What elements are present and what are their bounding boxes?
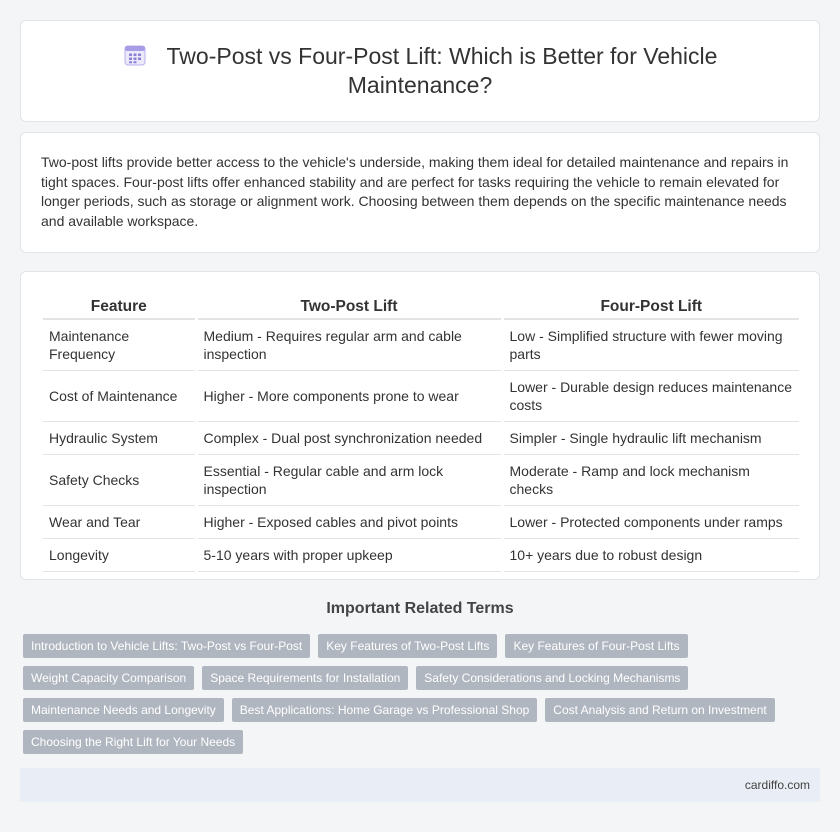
table-row bbox=[43, 422, 799, 455]
related-term-tag[interactable]: Key Features of Four-Post Lifts bbox=[505, 634, 687, 658]
table-row bbox=[43, 506, 799, 539]
related-term-tag[interactable]: Choosing the Right Lift for Your Needs bbox=[23, 730, 243, 754]
related-term-tag[interactable]: Key Features of Two-Post Lifts bbox=[318, 634, 497, 658]
related-terms-list bbox=[23, 634, 813, 762]
page-title: Two-Post vs Four-Post Lift: Which is Better for Vehicle Maintenance? bbox=[166, 43, 718, 98]
table-cell: 5-10 years with proper upkeep bbox=[196, 539, 502, 572]
table-cell: Essential - Regular cable and arm lock inspection bbox=[196, 455, 502, 506]
intro-text: Two-post lifts provide better access to the vehicle's underside, making them ideal for detailed maintenance and repairs in tight spaces. Four-post lifts offer enhanced stability and are perfect for tasks requiring the vehicle to remain elevated for longer periods, such as storage or alignment work. Choosing between them depends on the specific maintenance needs and available workspace. bbox=[41, 154, 789, 229]
table-row bbox=[43, 539, 799, 572]
table-cell: Maintenance Frequency bbox=[43, 319, 196, 371]
table-cell: Complex - Dual post synchronization needed bbox=[196, 422, 502, 455]
related-term-tag[interactable]: Cost Analysis and Return on Investment bbox=[545, 698, 774, 722]
related-term-tag[interactable]: Space Requirements for Installation bbox=[202, 666, 408, 690]
comparison-table-card bbox=[20, 271, 820, 580]
table-header-two-post: Two-Post Lift bbox=[196, 294, 502, 319]
table-row bbox=[43, 455, 799, 506]
table-cell: Wear and Tear bbox=[43, 506, 196, 539]
table-cell: Lower - Protected components under ramps bbox=[502, 506, 799, 539]
table-cell: Medium - Requires regular arm and cable inspection bbox=[196, 319, 502, 371]
footer bbox=[20, 768, 820, 802]
calendar-icon bbox=[123, 43, 147, 67]
table-cell: Lower - Durable design reduces maintenance costs bbox=[502, 371, 799, 422]
intro-card bbox=[20, 132, 820, 253]
table-cell: Longevity bbox=[43, 539, 196, 572]
related-term-tag[interactable]: Weight Capacity Comparison bbox=[23, 666, 194, 690]
table-cell: Higher - Exposed cables and pivot points bbox=[196, 506, 502, 539]
related-term-tag[interactable]: Maintenance Needs and Longevity bbox=[23, 698, 224, 722]
table-cell: Safety Checks bbox=[43, 455, 196, 506]
related-terms-heading: Important Related Terms bbox=[326, 600, 514, 617]
related-term-tag[interactable]: Introduction to Vehicle Lifts: Two-Post vs Four-Post bbox=[23, 634, 310, 658]
table-header-row bbox=[43, 294, 799, 319]
table-header-four-post: Four-Post Lift bbox=[502, 294, 799, 319]
table-header-feature: Feature bbox=[43, 294, 196, 319]
comparison-table bbox=[43, 294, 799, 572]
related-term-tag[interactable]: Best Applications: Home Garage vs Professional Shop bbox=[232, 698, 538, 722]
table-cell: Moderate - Ramp and lock mechanism checks bbox=[502, 455, 799, 506]
table-cell: Hydraulic System bbox=[43, 422, 196, 455]
table-cell: Cost of Maintenance bbox=[43, 371, 196, 422]
table-cell: Higher - More components prone to wear bbox=[196, 371, 502, 422]
table-cell: Low - Simplified structure with fewer moving parts bbox=[502, 319, 799, 371]
table-cell: Simpler - Single hydraulic lift mechanism bbox=[502, 422, 799, 455]
title-card bbox=[20, 20, 820, 122]
table-row bbox=[43, 319, 799, 371]
table-row bbox=[43, 371, 799, 422]
related-term-tag[interactable]: Safety Considerations and Locking Mechanisms bbox=[416, 666, 688, 690]
footer-site-link[interactable]: cardiffo.com bbox=[744, 778, 810, 792]
table-cell: 10+ years due to robust design bbox=[502, 539, 799, 572]
